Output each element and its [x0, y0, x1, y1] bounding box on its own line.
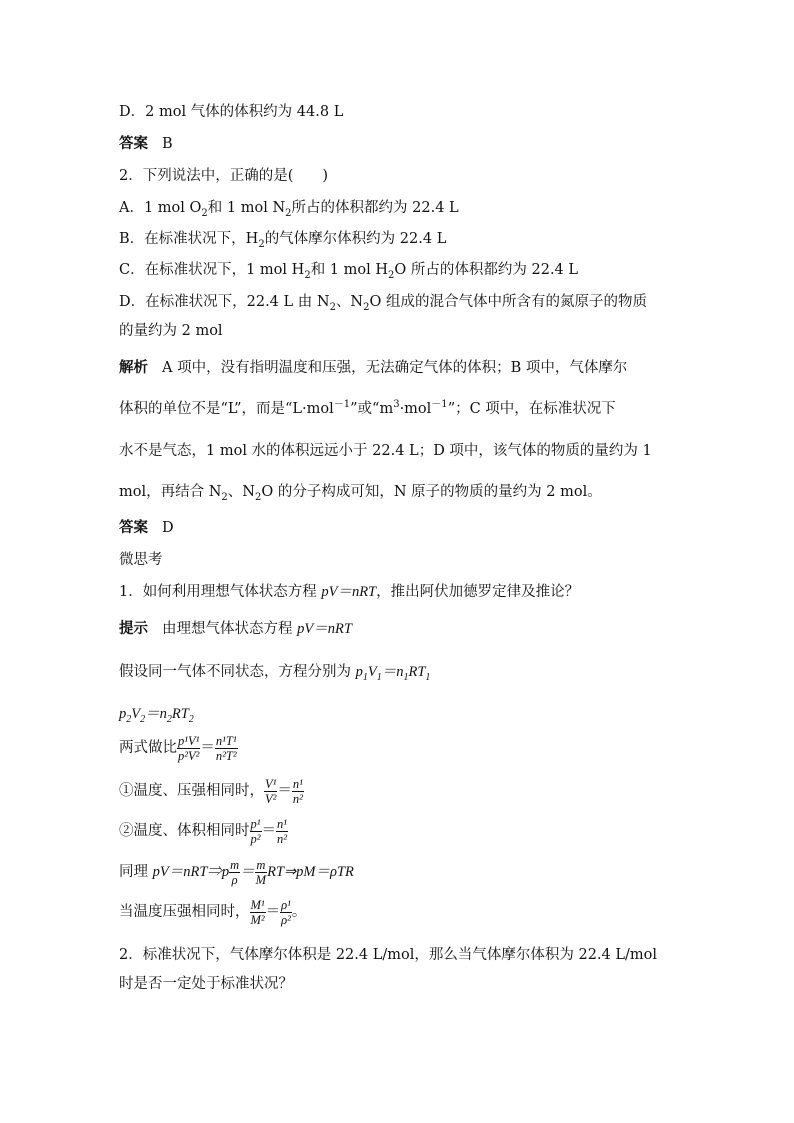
answer-1	[119, 134, 173, 154]
fraction: $\frac{m}{\rho}$	[230, 857, 240, 887]
fraction: $\frac{\text{M¹}}{\text{M²}}$	[250, 897, 265, 927]
question-2-option-b: B．在标准状况下，$H_2$的气体摩尔体积约为 22.4 L	[119, 231, 447, 250]
question-2-option-a: A．1 mol $O_2$和 1 mol $N_2$所占的体积都约为 22.4 L	[119, 200, 459, 219]
answer-value: D	[162, 520, 174, 536]
micro-think-title: 微思考	[119, 552, 163, 568]
fraction: $\frac{\text{V¹}}{\text{V²}}$	[265, 776, 277, 806]
question-2-option-d-cont: 的量约为 2 mol	[119, 323, 223, 339]
analysis-label: 解析	[119, 360, 148, 376]
hint-eq2: $p_2V_2=n_2RT_2$	[119, 706, 194, 725]
hint-label: 提示	[119, 621, 148, 637]
hint-line: 提示 由理想气体状态方程 pV＝nRT	[119, 621, 352, 637]
micro-question-2-line-1: 2．标准状况下，气体摩尔体积是 22.4 L/mol，那么当气体摩尔体积为 22.4 L/mol	[119, 947, 657, 963]
hint-case-1: ①温度、压强相同时， $\frac{\text{V¹}}{\text{V²}}$ ＝ $\frac{\text{n¹}}{\text{n²}}$	[119, 776, 303, 806]
analysis-line-3: 水不是气态，1 mol 水的体积远远小于 22.4 L；D 项中，该气体的物质的量约为 1	[119, 443, 652, 459]
answer-2	[119, 518, 174, 538]
question-2-stem: 2．下列说法中，正确的是( )	[119, 168, 329, 184]
hint-ratio: 两式做比 $\frac{\text{p¹V¹}}{\text{p²V²}}$ ＝ $\frac{\text{n¹T¹}}{\text{n²T²}}$	[119, 733, 237, 763]
fraction: $\frac{\text{ρ¹}}{\text{ρ²}}$	[281, 897, 291, 927]
micro-question-2-line-2: 时是否一定处于标准状况？	[119, 976, 293, 992]
option-d-previous: D．2 mol 气体的体积约为 44.8 L	[119, 104, 344, 120]
analysis-line-1: 解析 A 项中，没有指明温度和压强，无法确定气体的体积；B 项中，气体摩尔	[119, 360, 628, 376]
fraction: $\frac{\text{n¹}}{\text{n²}}$	[292, 776, 303, 806]
fraction: $\frac{\text{p¹}}{\text{p²}}$	[250, 816, 261, 846]
answer-label: 答案	[119, 520, 148, 536]
hint-case-2: ②温度、体积相同时 $\frac{\text{p¹}}{\text{p²}}$ ＝ $\frac{\text{n¹}}{\text{n²}}$	[119, 816, 287, 846]
answer-label: 答案	[119, 136, 148, 152]
fraction: $\frac{\text{p¹V¹}}{\text{p²V²}}$	[178, 733, 200, 763]
micro-question-1: 1．如何利用理想气体状态方程 pV＝nRT，推出阿伏加德罗定律及推论？	[119, 584, 580, 600]
analysis-line-2: 体积的单位不是“L”，而是“L·mol$^{-1}$”或“$m^3\cdot mol^{-1}$”；C 项中，在标准状况下	[119, 399, 616, 417]
fraction: $\frac{m}{M}$	[255, 857, 267, 887]
hint-last: 当温度压强相同时， $\frac{\text{M¹}}{\text{M²}}$ ＝ $\frac{\text{ρ¹}}{\text{ρ²}}$ 。	[119, 897, 307, 927]
question-2-option-d: D．在标准状况下，22.4 L 由 $N_2$、$N_2O$ 组成的混合气体中所含有的氮原子的物质	[119, 294, 647, 313]
analysis-line-4: mol，再结合 $N_2$、$N_2O$ 的分子构成可知，N 原子的物质的量约为 2 mol。	[119, 484, 602, 503]
hint-same: 同理 pV＝nRT⇒p $\frac{m}{\rho}$ ＝ $\frac{m}{M}$ RT⇒pM＝ρTR	[119, 857, 354, 887]
answer-value: B	[162, 136, 173, 152]
question-2-option-c: C．在标准状况下，1 mol $H_2$和 1 mol $H_2O$ 所占的体积都约为 22.4 L	[119, 262, 579, 281]
fraction: $\frac{\text{n¹}}{\text{n²}}$	[277, 816, 287, 846]
hint-assume: 假设同一气体不同状态，方程分别为 $p_1V_1=n_1RT_1$	[119, 664, 431, 683]
fraction: $\frac{\text{n¹T¹}}{\text{n²T²}}$	[215, 733, 237, 763]
